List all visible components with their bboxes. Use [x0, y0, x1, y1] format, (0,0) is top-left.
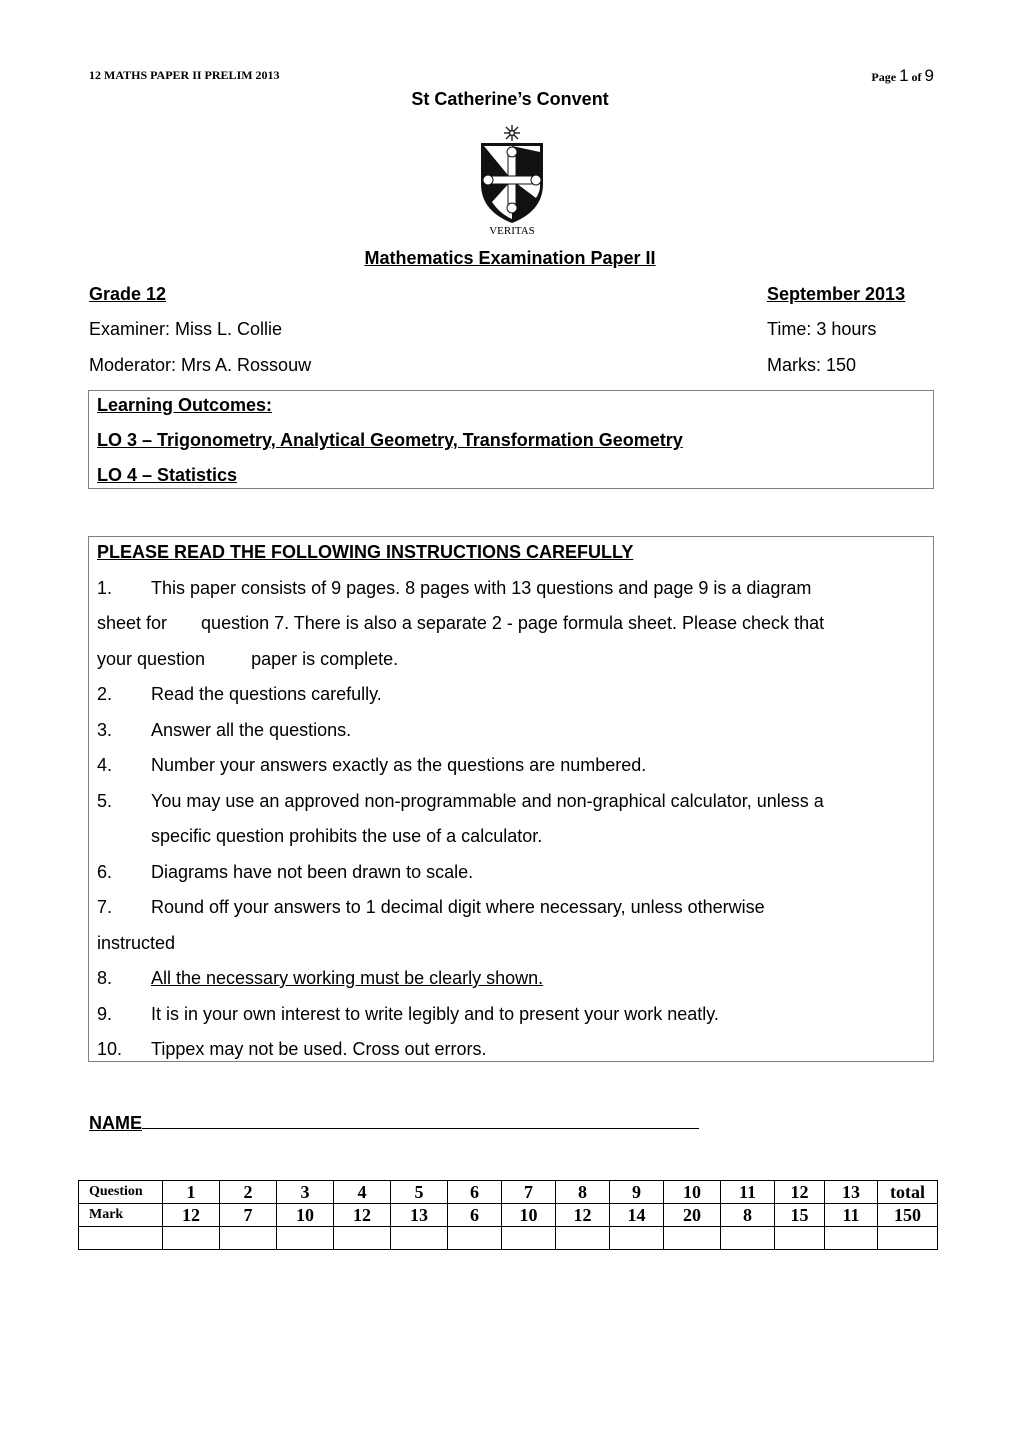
instruction-item: 9. It is in your own interest to write legibly and to present your work neatly. — [97, 1003, 719, 1024]
question-number: 6 — [448, 1181, 502, 1204]
question-number: 10 — [664, 1181, 721, 1204]
exam-time: Time: 3 hours — [767, 319, 877, 339]
question-number: 9 — [610, 1181, 664, 1204]
instruction-item: 5. You may use an approved non-programmable and non-graphical calculator, unless a — [97, 790, 824, 811]
score-cell[interactable] — [610, 1227, 664, 1250]
running-header: 12 MATHS PAPER II PRELIM 2013 — [89, 68, 280, 82]
instruction-item: 6. Diagrams have not been drawn to scale. — [97, 861, 474, 882]
mark-value: 12 — [556, 1204, 610, 1227]
mark-value: 15 — [775, 1204, 825, 1227]
total-marks-value: 150 — [878, 1204, 938, 1227]
instruction-item: 1. This paper consists of 9 pages. 8 pages with 13 questions and page 9 is a diagram — [97, 577, 812, 598]
mark-label: Mark — [79, 1204, 163, 1227]
instruction-item: 2. Read the questions carefully. — [97, 684, 382, 704]
question-number: 1 — [163, 1181, 220, 1204]
score-cell[interactable] — [664, 1227, 721, 1250]
score-row — [79, 1227, 938, 1250]
total-marks: Marks: 150 — [767, 355, 857, 375]
question-number: 7 — [502, 1181, 556, 1204]
mark-value: 6 — [448, 1204, 502, 1227]
mark-value: 10 — [502, 1204, 556, 1227]
score-cell[interactable] — [391, 1227, 448, 1250]
score-cell[interactable] — [556, 1227, 610, 1250]
instruction-item: 8. All the necessary working must be clearly shown. — [97, 968, 544, 988]
mark-value: 12 — [334, 1204, 391, 1227]
score-label-cell — [79, 1227, 163, 1250]
instruction-continuation: your question paper is complete. — [97, 648, 399, 669]
school-crest — [470, 122, 554, 238]
mark-value: 8 — [721, 1204, 775, 1227]
moderator: Moderator: Mrs A. Rossouw — [89, 355, 312, 375]
question-label: Question — [79, 1181, 163, 1204]
mark-value: 13 — [391, 1204, 448, 1227]
question-number: 8 — [556, 1181, 610, 1204]
mark-value: 14 — [610, 1204, 664, 1227]
learning-outcome-item: LO 3 – Trigonometry, Analytical Geometry, Transformation Geometry — [97, 430, 683, 450]
instruction-item: 10. Tippex may not be used. Cross out errors. — [97, 1039, 487, 1059]
score-cell[interactable] — [163, 1227, 220, 1250]
learning-outcome-item: LO 4 – Statistics — [97, 465, 238, 485]
score-cell[interactable] — [220, 1227, 277, 1250]
mark-value: 11 — [825, 1204, 878, 1227]
question-number: 4 — [334, 1181, 391, 1204]
total-header: total — [878, 1181, 938, 1204]
instruction-item: 3. Answer all the questions. — [97, 719, 352, 740]
question-number: 2 — [220, 1181, 277, 1204]
question-number: 5 — [391, 1181, 448, 1204]
score-cell[interactable] — [502, 1227, 556, 1250]
mark-value: 7 — [220, 1204, 277, 1227]
mark-value: 20 — [664, 1204, 721, 1227]
mark-value: 12 — [163, 1204, 220, 1227]
instruction-item: 4. Number your answers exactly as the questions are numbered. — [97, 755, 647, 775]
instruction-continuation: instructed — [97, 932, 176, 953]
question-number: 13 — [825, 1181, 878, 1204]
question-row — [79, 1181, 938, 1204]
school-name: St Catherine’s Convent — [411, 89, 609, 109]
score-total-cell[interactable] — [878, 1227, 938, 1250]
name-input-line[interactable] — [142, 1110, 699, 1129]
crest-motto: VERITAS — [489, 225, 535, 237]
mark-row — [79, 1204, 938, 1227]
mark-value: 10 — [277, 1204, 334, 1227]
instruction-continuation: specific question prohibits the use of a calculator. — [151, 826, 543, 846]
question-number: 11 — [721, 1181, 775, 1204]
score-cell[interactable] — [334, 1227, 391, 1250]
learning-outcomes-heading: Learning Outcomes: — [97, 395, 273, 415]
paper-title: Mathematics Examination Paper II — [364, 248, 656, 268]
score-cell[interactable] — [721, 1227, 775, 1250]
question-number: 3 — [277, 1181, 334, 1204]
question-number: 12 — [775, 1181, 825, 1204]
score-cell[interactable] — [277, 1227, 334, 1250]
exam-date: September 2013 — [767, 284, 906, 304]
instruction-item: 7. Round off your answers to 1 decimal digit where necessary, unless otherwise — [97, 897, 765, 917]
name-label: NAME — [89, 1113, 142, 1133]
instruction-continuation: sheet for question 7. There is also a separate 2 - page formula sheet. Please check that — [97, 613, 825, 633]
score-cell[interactable] — [825, 1227, 878, 1250]
name-field[interactable] — [89, 1110, 699, 1134]
score-cell[interactable] — [775, 1227, 825, 1250]
grade: Grade 12 — [89, 284, 167, 304]
score-cell[interactable] — [448, 1227, 502, 1250]
examiner: Examiner: Miss L. Collie — [89, 319, 283, 339]
instructions-heading: PLEASE READ THE FOLLOWING INSTRUCTIONS CAREFULLY — [97, 542, 634, 562]
learning-outcomes-box — [88, 390, 934, 489]
instructions-box — [88, 536, 934, 1062]
page-indicator: Page 1 of 9 — [871, 66, 934, 85]
marks-table — [78, 1180, 938, 1250]
